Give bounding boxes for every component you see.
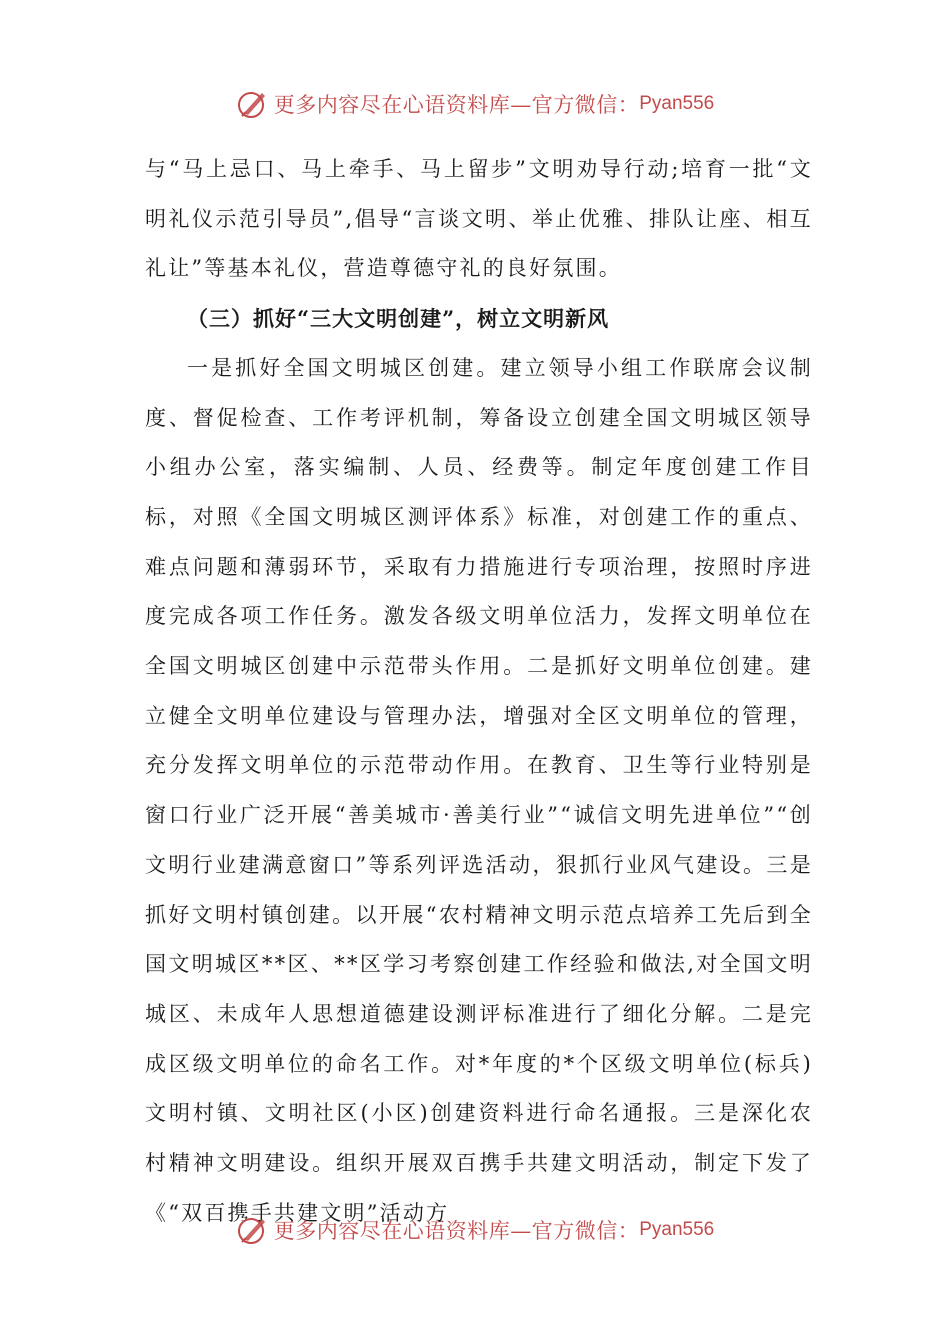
header-banner — [0, 84, 950, 124]
banner-text: 更多内容尽在心语资料库—官方微信： — [273, 1219, 640, 1243]
banner-text: 更多内容尽在心语资料库—官方微信： — [273, 93, 640, 117]
quill-logo-icon — [236, 87, 270, 121]
paragraph-continuation: 与“马上忌口、马上牵手、马上留步”文明劝导行动;培育一批“文明礼仪示范引导员”,倡导“言谈文明、举止优雅、排队让座、相互礼让”等基本礼仪，营造尊德守礼的良好氛围。 — [145, 157, 813, 281]
paragraph-main: 一是抓好全国文明城区创建。建立领导小组工作联席会议制度、督促检查、工作考评机制，筹备设立创建全国文明城区领导小组办公室，落实编制、人员、经费等。制定年度创建工作目标，对照《全国文明城区测评体系》标准，对创建工作的重点、难点问题和薄弱环节，采取有力措施进行专项治理，按照时序进度完成各项工作任务。激发各级文明单位活力，发挥文明单位在全国文明城区创建中示范带头作用。二是抓好文明单位创建。建立健全文明单位建设与管理办法，增强对全区文明单位的管理，充分发挥文明单位的示范带动作用。在教育、卫生等行业特别是窗口行业广泛开展“善美城市·善美行业”“诚信文明先进单位”“创文明行业建满意窗口”等系列评选活动，狠抓行业风气建设。三是抓好文明村镇创建。以开展“农村精神文明示范点培养工先后到全国文明城区**区、**区学习考察创建工作经验和做法,对全国文明城区、未成年人思想道德建设测评标准进行了细化分解。二是完成区级文明单位的命名工作。对*年度的*个区级文明单位(标兵)文明村镇、文明社区(小区)创建资料进行命名通报。三是深化农村精神文明建设。组织开展双百携手共建文明活动，制定下发了《“双百携手共建文明”活动方 — [145, 355, 813, 1225]
document-body — [145, 145, 813, 1238]
banner-wechat-id: Pyan556 — [639, 1219, 715, 1240]
quill-logo-icon — [236, 1213, 270, 1247]
footer-banner — [0, 1210, 950, 1250]
section-heading: （三）抓好“三大文明创建”，树立文明新风 — [187, 306, 610, 332]
banner-wechat-id: Pyan556 — [639, 93, 715, 114]
